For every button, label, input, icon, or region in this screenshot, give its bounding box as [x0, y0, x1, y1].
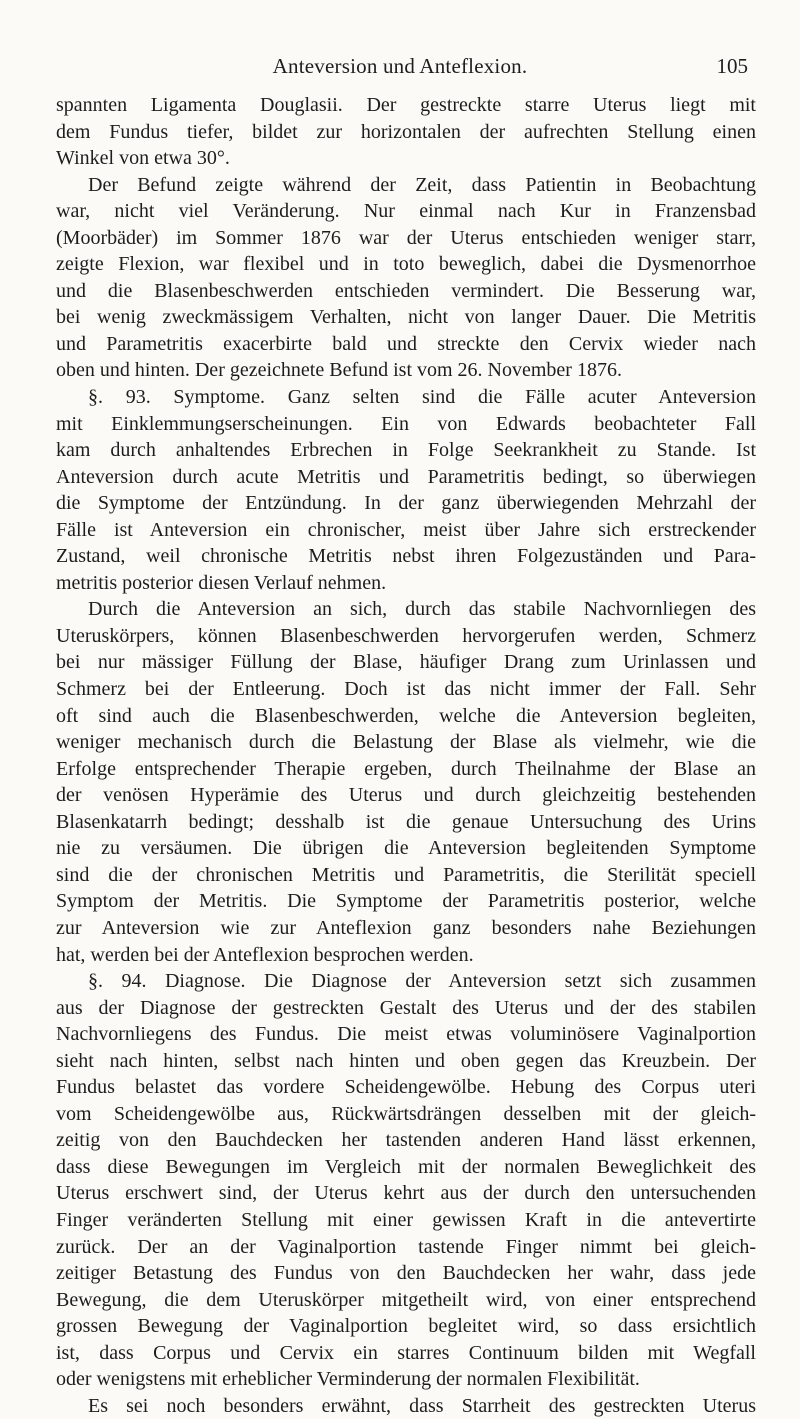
text-line: dem Fundus tiefer, bildet zur horizontalen der aufrechten Stellung einen: [56, 120, 756, 143]
text-line: Winkel von etwa 30°.: [56, 147, 230, 170]
text-line: ist, dass Corpus und Cervix ein starres Continuum bilden mit Wegfall: [56, 1341, 756, 1364]
running-title: Anteversion und Anteflexion.: [272, 54, 528, 78]
text-line: Symptom der Metritis. Die Symptome der Parametritis posterior, welche: [56, 890, 756, 913]
text-line: zur Anteversion wie zur Anteflexion ganz besonders nahe Beziehungen: [56, 916, 756, 939]
text-line: Erfolge entsprechender Therapie ergeben, durch Theilnahme der Blase an: [56, 757, 756, 780]
page-number: 105: [716, 54, 748, 78]
text-line: metritis posterior diesen Verlauf nehmen.: [56, 571, 387, 594]
text-line: oben und hinten. Der gezeichnete Befund ist vom 26. November 1876.: [56, 359, 622, 382]
text-line: sieht nach hinten, selbst nach hinten und oben gegen das Kreuzbein. Der: [56, 1049, 756, 1072]
text-line: grossen Bewegung der Vaginalportion begleitet wird, so dass ersichtlich: [56, 1315, 756, 1338]
text-line: nie zu versäumen. Die übrigen die Anteversion begleitenden Symptome: [56, 837, 756, 860]
text-line: Nachvornliegens des Fundus. Die meist etwas voluminösere Vaginalportion: [56, 1023, 756, 1046]
running-head: [0, 54, 800, 82]
text-line: Blasenkatarrh bedingt; desshalb ist die genaue Untersuchung des Urins: [56, 810, 756, 833]
text-line: zeitig von den Bauchdecken her tastenden anderen Hand lässt erkennen,: [56, 1129, 756, 1152]
text-line: die Symptome der Entzündung. In der ganz überwiegenden Mehrzahl der: [56, 492, 756, 515]
text-line: weniger mechanisch durch die Belastung der Blase als vielmehr, wie die: [56, 731, 756, 754]
text-line: und Parametritis exacerbirte bald und streckte den Cervix wieder nach: [56, 332, 756, 355]
text-line: §. 94. Diagnose. Die Diagnose der Anteversion setzt sich zusammen: [88, 970, 756, 993]
text-line: dass diese Bewegungen im Vergleich mit der normalen Beweglichkeit des: [56, 1155, 756, 1178]
text-line: war, nicht viel Veränderung. Nur einmal nach Kur in Franzensbad: [56, 200, 756, 223]
text-line: aus der Diagnose der gestreckten Gestalt des Uterus und der des stabilen: [56, 996, 756, 1019]
text-line: spannten Ligamenta Douglasii. Der gestreckte starre Uterus liegt mit: [56, 94, 756, 116]
body-text: [56, 92, 756, 1419]
text-line: bei wenig zweckmässigem Verhalten, nicht von langer Dauer. Die Metritis: [56, 306, 756, 329]
text-line: Uteruskörpers, können Blasenbeschwerden hervorgerufen werden, Schmerz: [56, 624, 756, 647]
text-line: Der Befund zeigte während der Zeit, dass Patientin in Beobachtung: [88, 173, 756, 196]
text-line: Fälle ist Anteversion ein chronischer, meist über Jahre sich erstreckender: [56, 518, 756, 541]
text-line: hat, werden bei der Anteflexion besprochen werden.: [56, 943, 474, 966]
text-line: oder wenigstens mit erheblicher Verminderung der normalen Flexibilität.: [56, 1368, 640, 1391]
text-line: der venösen Hyperämie des Uterus und durch gleichzeitig bestehenden: [56, 784, 756, 807]
text-line: zeitiger Betastung des Fundus von den Bauchdecken her wahr, dass jede: [56, 1262, 756, 1285]
text-line: bei nur mässiger Füllung der Blase, häufiger Drang zum Urinlassen und: [56, 651, 756, 674]
text-line: (Moorbäder) im Sommer 1876 war der Uterus entschieden weniger starr,: [56, 226, 756, 249]
text-line: Bewegung, die dem Uteruskörper mitgetheilt wird, von einer entsprechend: [56, 1288, 756, 1311]
text-line: kam durch anhaltendes Erbrechen in Folge Seekrankheit zu Stande. Ist: [56, 439, 756, 462]
text-line: zurück. Der an der Vaginalportion tastende Finger nimmt bei gleich-: [56, 1235, 756, 1258]
text-line: Zustand, weil chronische Metritis nebst ihren Folgezuständen und Para-: [56, 545, 756, 568]
text-line: §. 93. Symptome. Ganz selten sind die Fälle acuter Anteversion: [88, 386, 756, 409]
text-line: vom Scheidengewölbe aus, Rückwärtsdrängen desselben mit der gleich-: [56, 1102, 756, 1125]
text-line: Schmerz bei der Entleerung. Doch ist das nicht immer der Fall. Sehr: [56, 678, 756, 701]
text-line: Durch die Anteversion an sich, durch das stabile Nachvornliegen des: [88, 598, 756, 621]
text-line: oft sind auch die Blasenbeschwerden, welche die Anteversion begleiten,: [56, 704, 756, 727]
text-line: Es sei noch besonders erwähnt, dass Starrheit des gestreckten Uterus: [88, 1394, 756, 1417]
text-line: zeigte Flexion, war flexibel und in toto beweglich, dabei die Dysmenorrhoe: [56, 253, 756, 276]
text-line: Uterus erschwert sind, der Uterus kehrt aus der durch den untersuchenden: [56, 1182, 756, 1205]
text-line: mit Einklemmungserscheinungen. Ein von Edwards beobachteter Fall: [56, 412, 756, 435]
text-line: Finger veränderten Stellung mit einer gewissen Kraft in die antevertirte: [56, 1208, 756, 1231]
text-line: sind die der chronischen Metritis und Parametritis, die Sterilität speciell: [56, 863, 756, 886]
text-line: Fundus belastet das vordere Scheidengewölbe. Hebung des Corpus uteri: [56, 1076, 756, 1099]
text-line: und die Blasenbeschwerden entschieden vermindert. Die Besserung war,: [56, 279, 756, 302]
text-line: Anteversion durch acute Metritis und Parametritis bedingt, so überwiegen: [56, 465, 756, 488]
